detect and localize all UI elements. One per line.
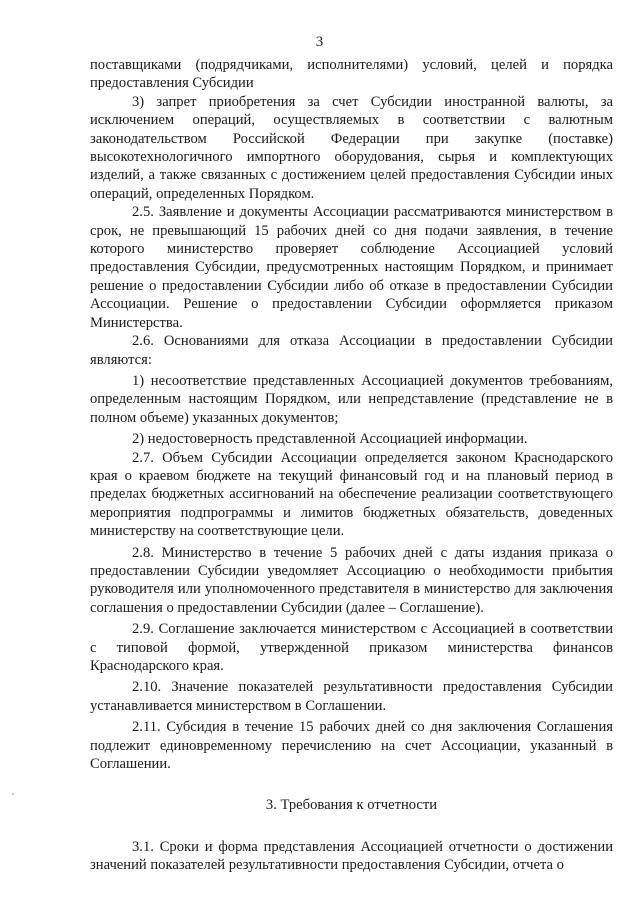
paragraph-item-3: 3) запрет приобретения за счет Субсидии иностранной валюты, за исключением операций, осуществляемых в соответствии с валютным законодательством Российской Федерации при закупке (поставке) высокотехнологичного импортного оборудования, сырья и комплектующих изделий, а также связанных с достижением целей предоставления Субсидии иных операций, определенных Порядком. bbox=[90, 93, 613, 202]
paragraph-2-10: 2.10. Значение показателей результативности предоставления Субсидии устанавливается министерством в Соглашении. bbox=[90, 679, 613, 714]
paragraph-continuation: поставщиками (подрядчиками, исполнителями) условий, целей и порядка предоставления Субсидии bbox=[90, 57, 613, 92]
scan-speck bbox=[12, 793, 14, 795]
paragraph-2-5: 2.5. Заявление и документы Ассоциации рассматриваются министерством в срок, не превышающий 15 рабочих дней со дня подачи заявления, в течение которого министерство проверяет соблюдение Ассоциацией условий предоставления Субсидии, предусмотренных настоящим Порядком, и принимает решение о предоставлении Субсидии либо об отказе в предоставлении Субсидии Ассоциации. Решение о предоставлении Субсидии оформляется приказом Министерства. bbox=[90, 204, 613, 331]
paragraph-2-8: 2.8. Министерство в течение 5 рабочих дней с даты издания приказа о предоставлении Субсидии уведомляет Ассоциацию о необходимости прибытия руководителя или уполномоченного представителя в министерство для заключения соглашения о предоставлении Субсидии (далее – Соглашение). bbox=[90, 544, 613, 616]
paragraph-2-11: 2.11. Субсидия в течение 15 рабочих дней со дня заключения Соглашения подлежит единовременному перечислению на счет Ассоциации, указанный в Соглашении. bbox=[90, 719, 613, 773]
page-number: 3 bbox=[315, 34, 324, 50]
paragraph-2-6-item-1: 1) несоответствие представленных Ассоциацией документов требованиям, определенным настоящим Порядком, или непредставление (представление не в полном объеме) указанных документов; bbox=[90, 372, 613, 426]
section-heading: 3. Требования к отчетности bbox=[265, 797, 438, 814]
paragraph-2-9: 2.9. Соглашение заключается министерством с Ассоциацией в соответствии с типовой формой, утвержденной приказом министерства финансов Краснодарского края. bbox=[90, 621, 613, 674]
paragraph-2-6-item-2: 2) недостоверность представленной Ассоциацией информации. bbox=[132, 431, 528, 448]
document-body bbox=[90, 56, 613, 875]
paragraph-2-6: 2.6. Основаниями для отказа Ассоциации в предоставлении Субсидии являются: bbox=[90, 333, 613, 368]
paragraph-2-7: 2.7. Объем Субсидии Ассоциации определяется законом Краснодарского края о краевом бюджете на текущий финансовый год и на плановый период в пределах бюджетных ассигнований на обеспечение реализации соответствующего мероприятия подпрограммы и лимитов бюджетных обязательств, доведенных министерству на соответствующие цели. bbox=[90, 449, 613, 540]
paragraph-3-1: 3.1. Сроки и форма представления Ассоциацией отчетности о достижении значений показателей результативности предоставления Субсидии, отчета о bbox=[90, 838, 613, 874]
